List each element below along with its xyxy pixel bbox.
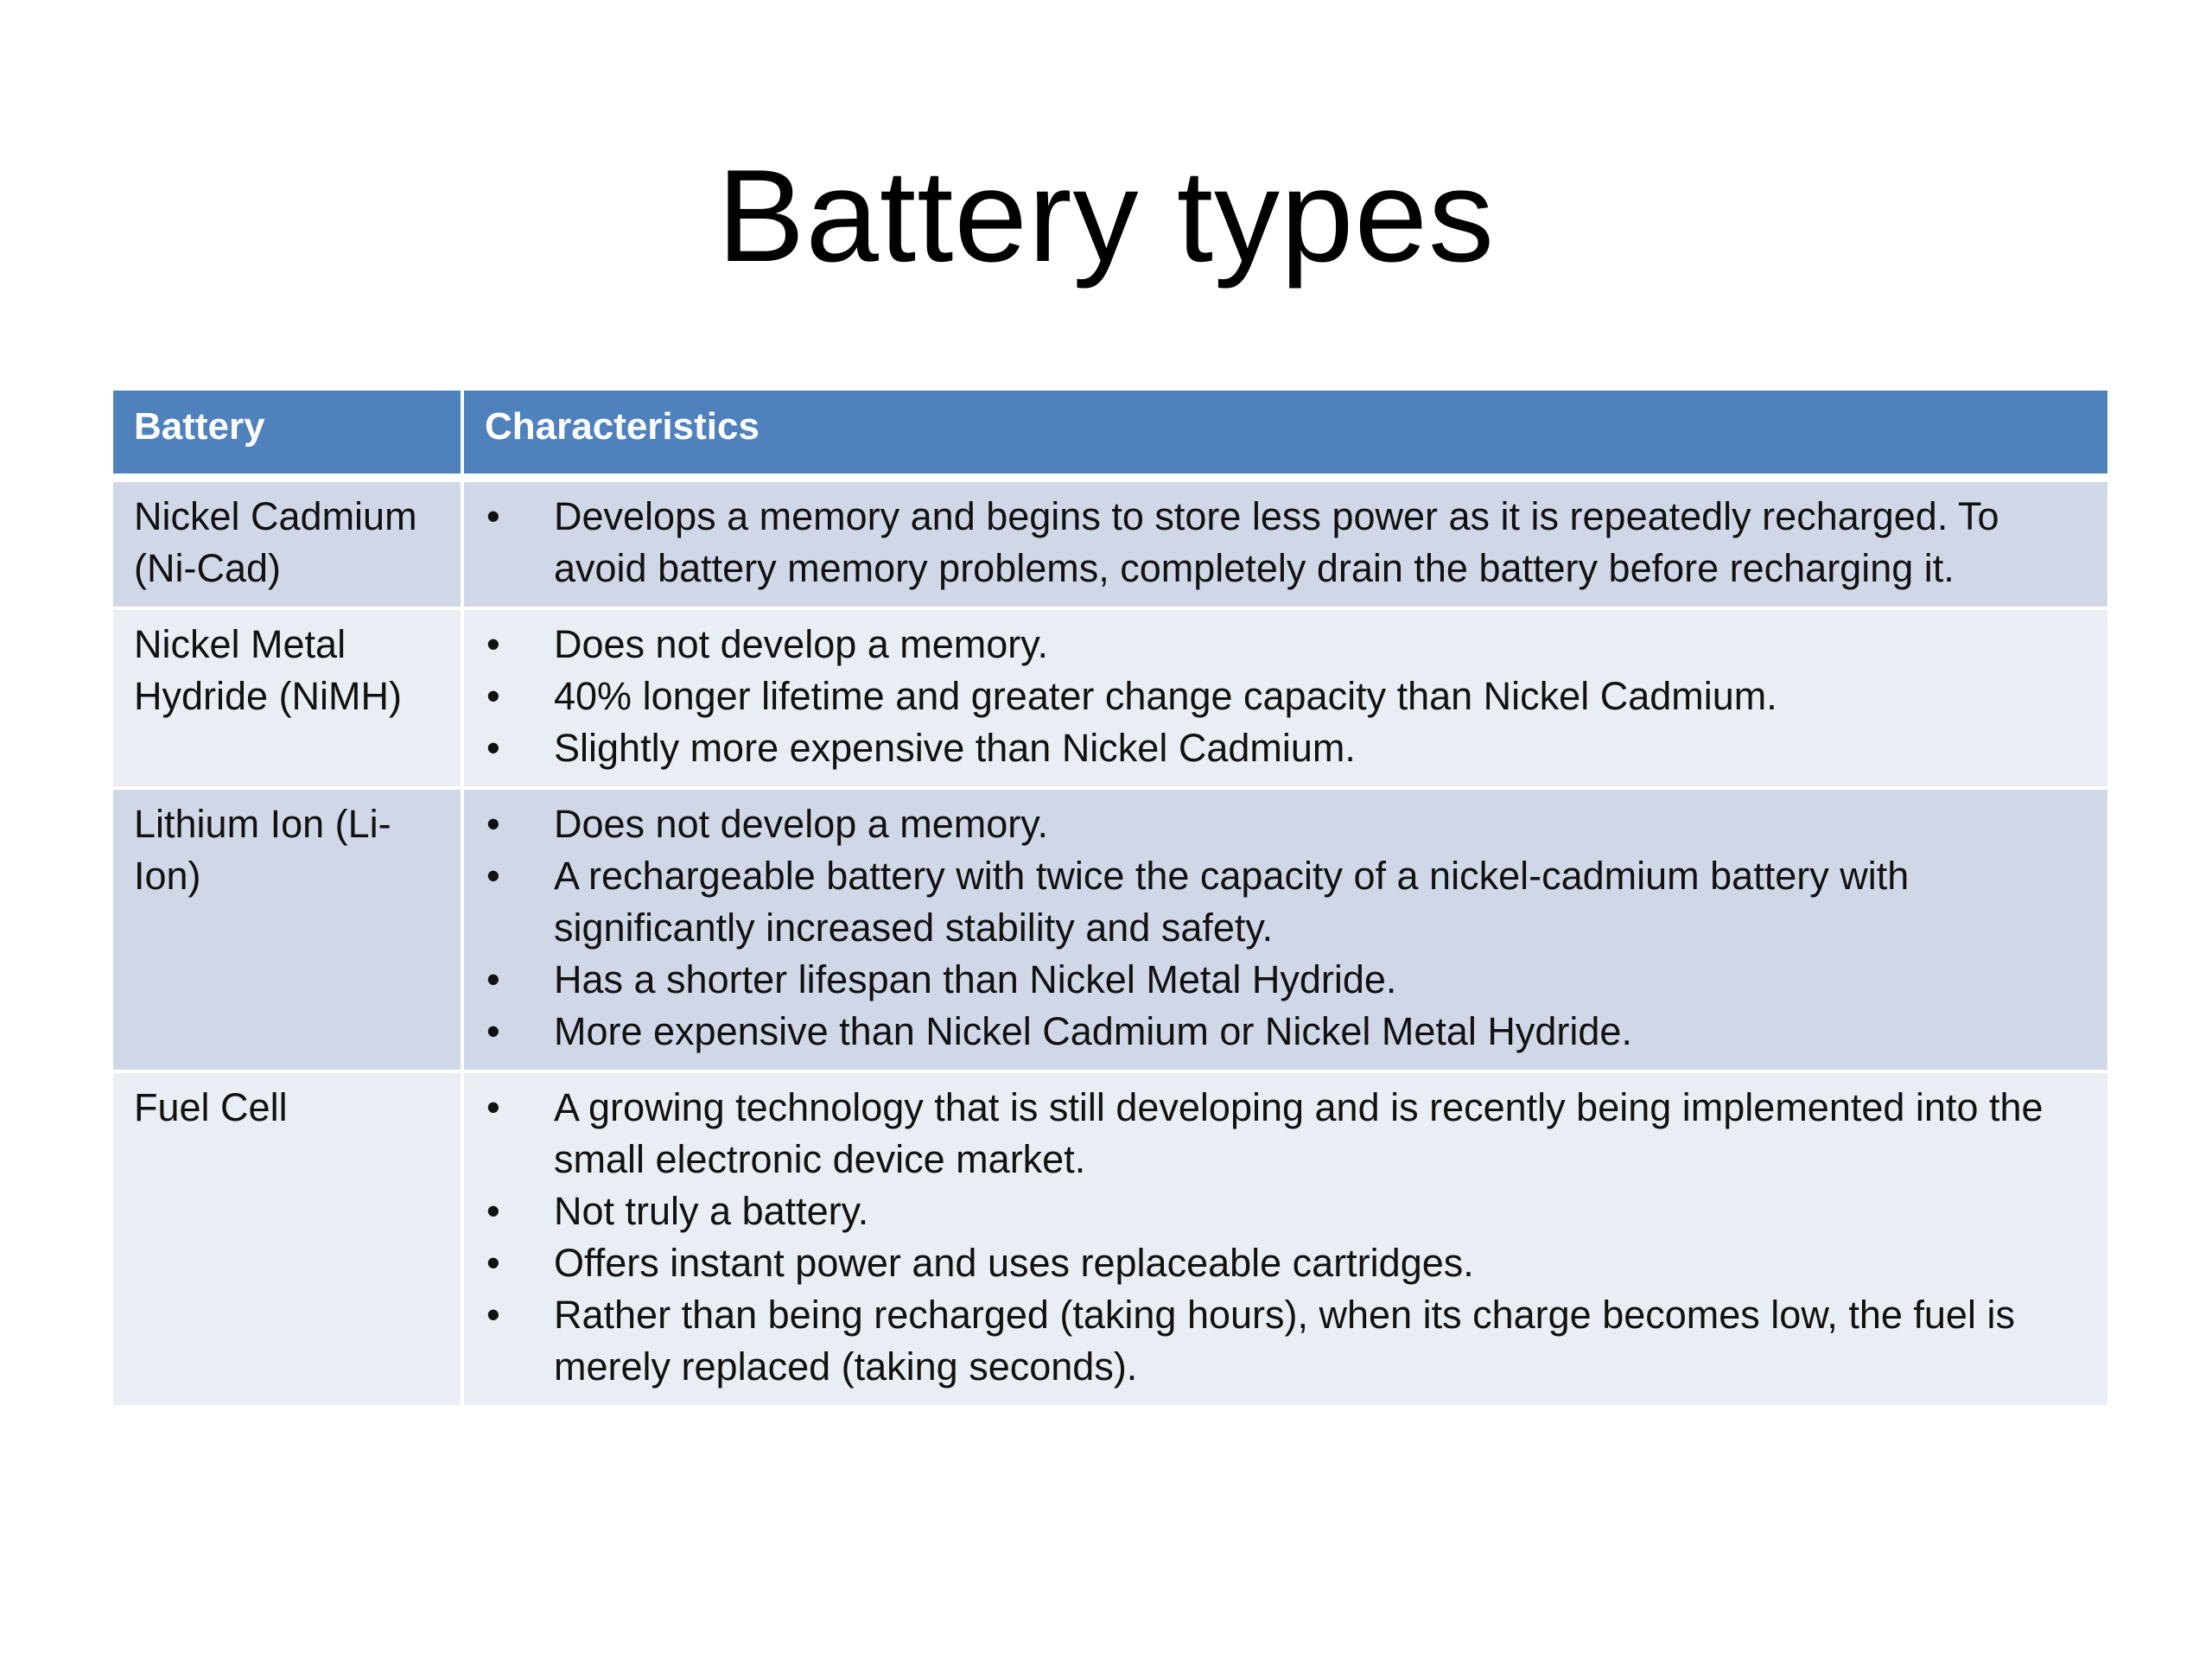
list-item <box>485 619 2087 671</box>
bullet-icon: • <box>486 1009 500 1053</box>
list-item <box>485 1006 2087 1058</box>
characteristic-text: Slightly more expensive than Nickel Cadmium. <box>554 726 1356 770</box>
battery-name: Nickel Cadmium (Ni-Cad) <box>113 478 462 608</box>
slide-title: Battery types <box>716 143 1496 289</box>
bullet-icon: • <box>486 674 500 718</box>
characteristic-text: Does not develop a memory. <box>554 802 1048 846</box>
list-item <box>485 722 2087 774</box>
characteristic-text: Has a shorter lifespan than Nickel Metal Hydride. <box>554 957 1397 1001</box>
table-row <box>113 478 2107 608</box>
characteristic-text: Does not develop a memory. <box>554 622 1048 666</box>
bullet-icon: • <box>486 1189 500 1233</box>
list-item <box>485 954 2087 1006</box>
characteristics-list <box>485 1082 2087 1393</box>
characteristics-list <box>485 798 2087 1058</box>
characteristic-text: Not truly a battery. <box>554 1189 869 1233</box>
characteristic-text: More expensive than Nickel Cadmium or Nickel Metal Hydride. <box>554 1009 1632 1053</box>
characteristics-cell <box>462 1071 2107 1405</box>
list-item <box>485 1185 2087 1237</box>
list-item <box>485 850 2087 954</box>
characteristics-list <box>485 491 2087 594</box>
list-item <box>485 671 2087 722</box>
table-header-row <box>113 391 2107 478</box>
bullet-icon: • <box>486 726 500 770</box>
table-row <box>113 788 2107 1071</box>
characteristics-cell <box>462 608 2107 788</box>
bullet-icon: • <box>486 1241 500 1285</box>
characteristic-text: Offers instant power and uses replaceable cartridges. <box>554 1241 1474 1285</box>
bullet-icon: • <box>486 957 500 1001</box>
battery-name: Nickel Metal Hydride (NiMH) <box>113 608 462 788</box>
bullet-icon: • <box>486 622 500 666</box>
bullet-icon: • <box>486 494 500 538</box>
table-row <box>113 608 2107 788</box>
header-battery: Battery <box>113 391 462 478</box>
bullet-icon: • <box>486 1293 500 1337</box>
characteristic-text: 40% longer lifetime and greater change capacity than Nickel Cadmium. <box>554 674 1777 718</box>
list-item <box>485 1082 2087 1185</box>
characteristics-list <box>485 619 2087 774</box>
characteristic-text: Rather than being recharged (taking hours), when its charge becomes low, the fuel is merely replaced (taking seconds). <box>554 1293 2015 1389</box>
list-item <box>485 1289 2087 1393</box>
characteristics-cell <box>462 478 2107 608</box>
battery-name: Fuel Cell <box>113 1071 462 1405</box>
characteristic-text: Develops a memory and begins to store less power as it is repeatedly recharged. To avoid battery memory problems, completely drain the battery before recharging it. <box>554 494 1999 590</box>
header-characteristics: Characteristics <box>462 391 2107 478</box>
characteristics-cell <box>462 788 2107 1071</box>
characteristic-text: A rechargeable battery with twice the capacity of a nickel-cadmium battery with significantly increased stability and safety. <box>554 854 1910 950</box>
battery-table <box>113 391 2107 1405</box>
list-item <box>485 491 2087 594</box>
characteristic-text: A growing technology that is still developing and is recently being implemented into the small electronic device market. <box>554 1085 2044 1181</box>
bullet-icon: • <box>486 802 500 846</box>
table-row <box>113 1071 2107 1405</box>
bullet-icon: • <box>486 1085 500 1129</box>
bullet-icon: • <box>486 854 500 898</box>
battery-name: Lithium Ion (Li-Ion) <box>113 788 462 1071</box>
list-item <box>485 798 2087 850</box>
list-item <box>485 1237 2087 1289</box>
